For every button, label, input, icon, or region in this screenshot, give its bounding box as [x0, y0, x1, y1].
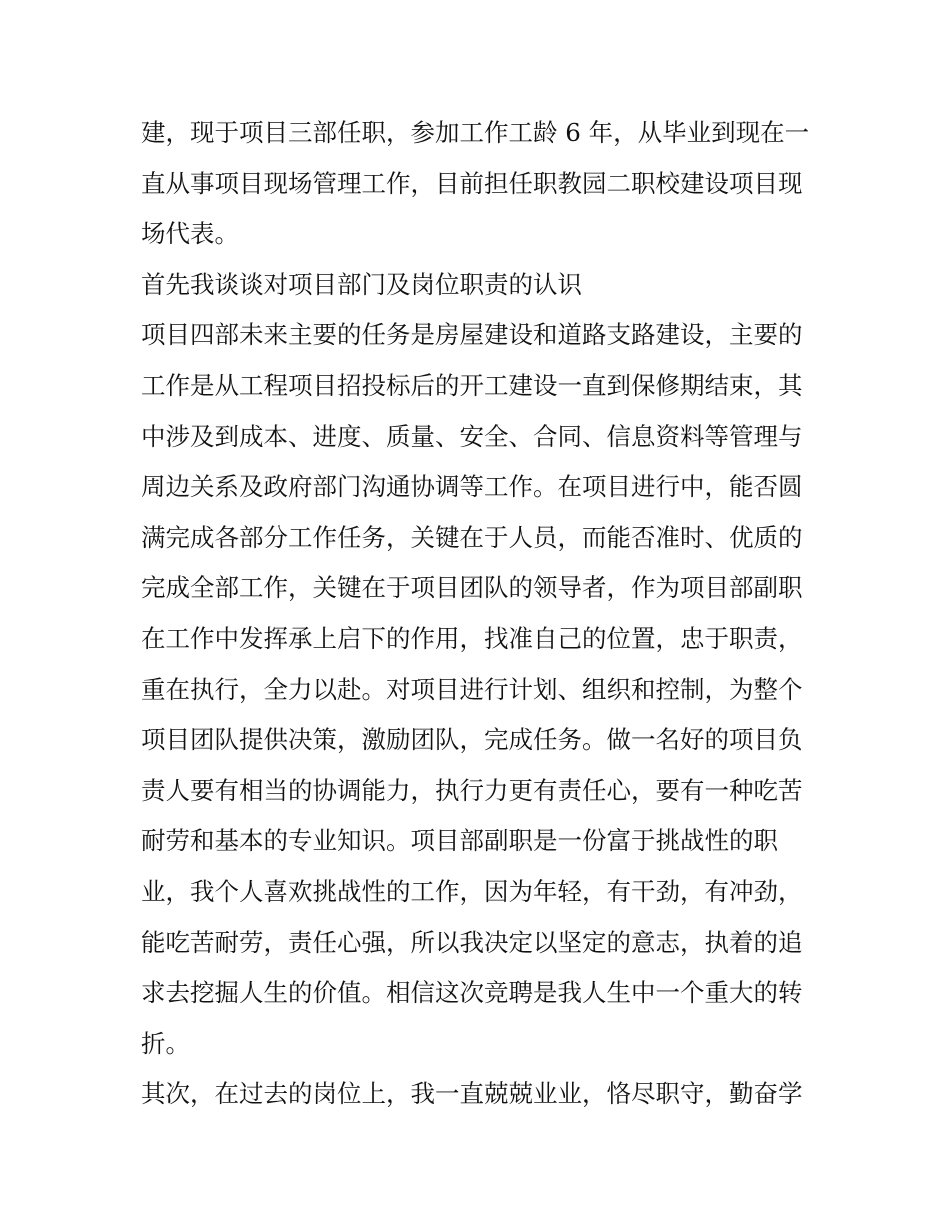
text-line: 责人要有相当的协调能力，执行力更有责任心，要有一种吃苦 — [141, 775, 803, 805]
text-line: 其次，在过去的岗位上，我一直兢兢业业，恪尽职守，勤奋学 — [141, 1079, 803, 1109]
text-line: 求去挖掘人生的价值。相信这次竞聘是我人生中一个重大的转 — [141, 978, 803, 1008]
text-line: 项目四部未来主要的任务是房屋建设和道路支路建设，主要的 — [141, 320, 803, 350]
text-line: 业，我个人喜欢挑战性的工作，因为年轻，有干劲，有冲劲， — [141, 876, 803, 906]
text-line: 重在执行，全力以赴。对项目进行计划、组织和控制，为整个 — [141, 674, 803, 704]
text-line: 耐劳和基本的专业知识。项目部副职是一份富于挑战性的职 — [141, 826, 778, 856]
text-line: 场代表。 — [141, 219, 239, 249]
text-line: 工作是从工程项目招投标后的开工建设一直到保修期结束，其 — [141, 370, 803, 400]
text-line: 折。 — [141, 1028, 190, 1058]
text-line: 在工作中发挥承上启下的作用，找准自己的位置，忠于职责， — [141, 623, 803, 653]
text-line: 项目团队提供决策，激励团队，完成任务。做一名好的项目负 — [141, 725, 803, 755]
text-line: 中涉及到成本、进度、质量、安全、合同、信息资料等管理与 — [141, 421, 803, 451]
text-line: 完成全部工作，关键在于项目团队的领导者，作为项目部副职 — [141, 573, 803, 603]
text-line: 周边关系及政府部门沟通协调等工作。在项目进行中，能否圆 — [141, 472, 803, 502]
text-line: 能吃苦耐劳，责任心强，所以我决定以坚定的意志，执着的追 — [141, 927, 803, 957]
document-body — [141, 108, 813, 1120]
text-line: 直从事项目现场管理工作，目前担任职教园二职校建设项目现 — [141, 168, 803, 198]
text-line: 满完成各部分工作任务，关键在于人员，而能否准时、优质的 — [141, 522, 803, 552]
text-line: 建，现于项目三部任职，参加工作工龄 6 年，从毕业到现在一 — [141, 118, 810, 147]
section-heading: 首先我谈谈对项目部门及岗位职责的认识 — [141, 269, 582, 299]
